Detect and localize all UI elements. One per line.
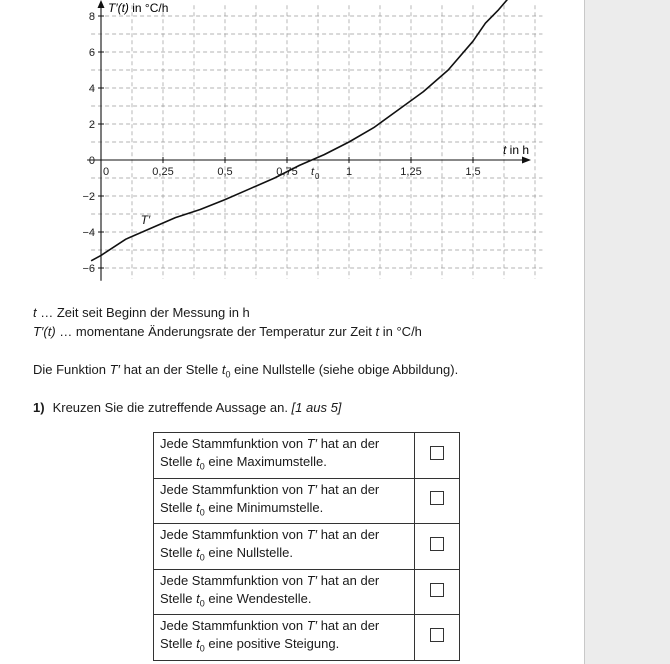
- option-text: Jede Stammfunktion von T′ hat an der Stelle $t_0$ eine Maximumstelle.: [154, 433, 415, 479]
- answer-options-table: [153, 432, 460, 661]
- y-tick-label: −6: [82, 263, 95, 275]
- x-tick-label: 1,5: [465, 166, 481, 178]
- option-checkbox[interactable]: [430, 446, 444, 460]
- option-row: [154, 569, 460, 615]
- y-tick-label: 2: [88, 119, 95, 131]
- y-tick-label: 8: [88, 11, 95, 23]
- x-tick-label: 0,75: [276, 166, 298, 178]
- task-prompt: 1) Kreuzen Sie die zutreffende Aussage an. [1 aus 5]: [33, 400, 342, 415]
- option-checkbox-cell: [415, 615, 460, 661]
- y-axis-label: T′(t) in °C/h: [108, 1, 169, 15]
- y-tick-label: −2: [82, 191, 95, 203]
- option-row: [154, 524, 460, 570]
- y-tick-label: 4: [88, 83, 95, 95]
- option-checkbox-cell: [415, 524, 460, 570]
- y-tick-label: 0: [88, 155, 95, 167]
- x-tick-label: 1: [345, 166, 353, 178]
- y-tick-label: −4: [82, 227, 95, 239]
- x-axis-label: t in h: [503, 143, 530, 157]
- y-tick-label: 6: [88, 47, 95, 59]
- series-label: T′: [140, 212, 151, 227]
- zero-label-subscript: 0: [315, 172, 320, 181]
- option-row: [154, 615, 460, 661]
- option-checkbox-cell: [415, 478, 460, 524]
- option-text: Jede Stammfunktion von T′ hat an der Stelle $t_0$ eine Minimumstelle.: [154, 478, 415, 524]
- x-tick-label: 1,25: [400, 166, 422, 178]
- option-text: Jede Stammfunktion von T′ hat an der Stelle $t_0$ eine Wendestelle.: [154, 569, 415, 615]
- option-checkbox-cell: [415, 569, 460, 615]
- option-checkbox[interactable]: [430, 583, 444, 597]
- option-checkbox[interactable]: [430, 628, 444, 642]
- grid: [88, 5, 542, 279]
- option-checkbox[interactable]: [430, 537, 444, 551]
- option-text: Jede Stammfunktion von T′ hat an der Stelle $t_0$ eine Nullstelle.: [154, 524, 415, 570]
- problem-statement: Die Funktion T′ hat an der Stelle $t_0$ eine Nullstelle (siehe obige Abbildung).: [33, 362, 459, 380]
- option-row: [154, 433, 460, 479]
- tick-labels: [82, 11, 480, 275]
- zero-label: t: [311, 166, 315, 178]
- y-axis-arrow: [98, 0, 105, 8]
- series-line: [88, 0, 510, 261]
- x-tick-label: 0,5: [217, 166, 233, 178]
- derivative-graph: [0, 0, 584, 300]
- axes: [87, 0, 531, 281]
- curve-layer: [88, 0, 510, 261]
- option-checkbox[interactable]: [430, 491, 444, 505]
- x-tick-label: 0,25: [152, 166, 174, 178]
- legend-time: t … Zeit seit Beginn der Messung in h: [33, 305, 250, 320]
- option-text: Jede Stammfunktion von T′ hat an der Stelle $t_0$ eine positive Steigung.: [154, 615, 415, 661]
- x-tick-label: 0: [103, 166, 110, 178]
- option-checkbox-cell: [415, 433, 460, 479]
- x-axis-arrow: [522, 157, 531, 164]
- option-row: [154, 478, 460, 524]
- legend-rate: T′(t) … momentane Änderungsrate der Temperatur zur Zeit t in °C/h: [33, 324, 422, 339]
